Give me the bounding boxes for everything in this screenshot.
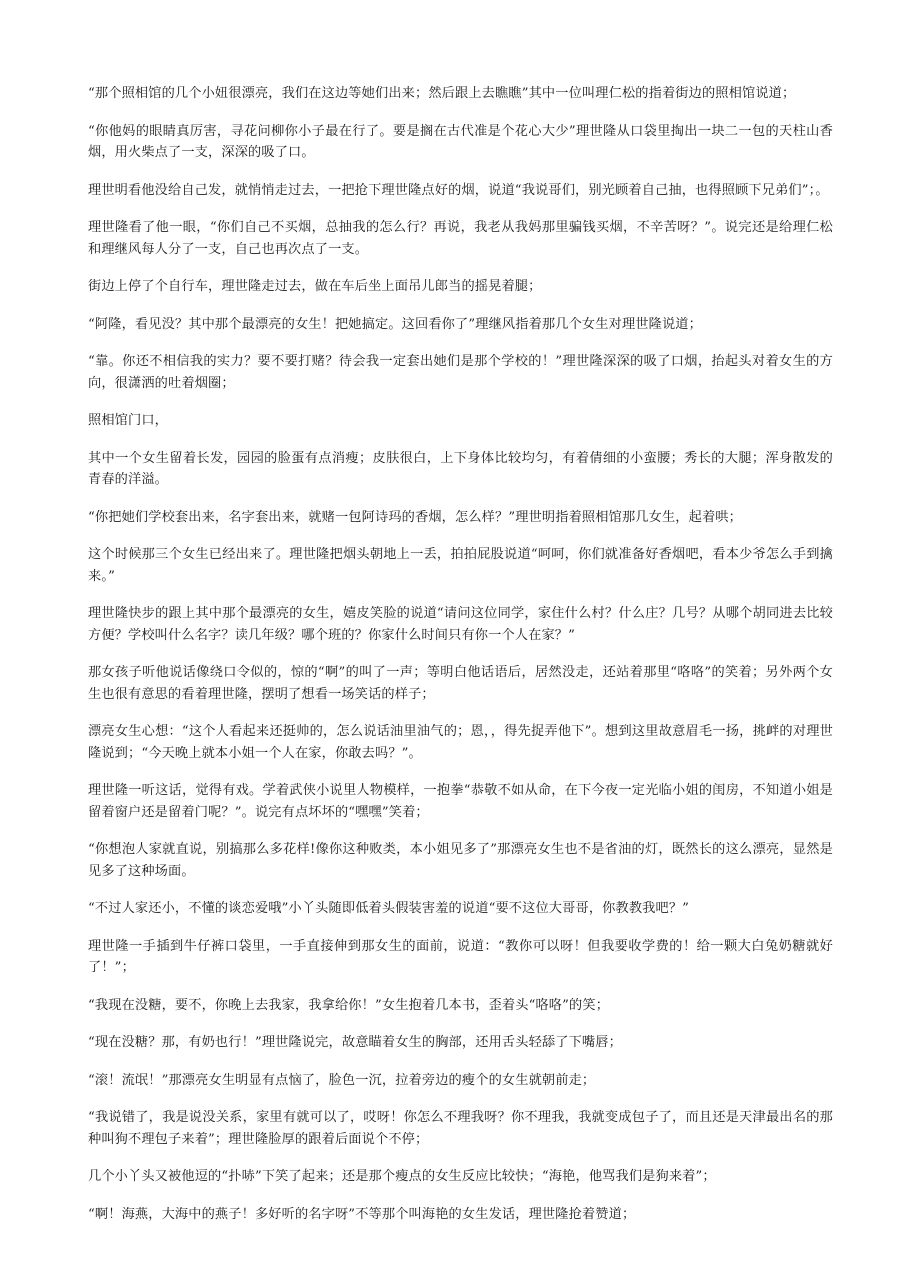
paragraph: 照相馆门口， [88, 413, 169, 428]
document-body [88, 83, 833, 1241]
paragraph: 漂亮女生心想：“这个人看起来还挺帅的，怎么说话油里油气的；恩，，得先捉弄他下”。想到这里故意眉毛一扬，挑衅的对理世隆说到；“今天晚上就本小姐一个人在家，你敢去吗？”。 [88, 724, 833, 761]
paragraph: “不过人家还小，不懂的谈恋爱哦”小丫头随即低着头假装害羞的说道“要不这位大哥哥，你教教我吧？” [88, 901, 690, 916]
paragraph: “啊！海燕，大海中的燕子！多好听的名字呀”不等那个叫海艳的女生发话，理世隆抢着赞道； [88, 1206, 636, 1222]
paragraph: 理世隆快步的跟上其中那个最漂亮的女生，嬉皮笑脸的说道“请问这位同学，家住什么村？什么庄？几号？从哪个胡同进去比较方便？学校叫什么名字？读几年级？哪个班的？你家什么时间只有你一个人在家？” [88, 606, 833, 643]
paragraph: 理世明看他没给自己发，就悄悄走过去，一把抢下理世隆点好的烟，说道“我说哥们，别光顾着自己抽，也得照顾下兄弟们”；。 [88, 182, 829, 198]
paragraph: “那个照相馆的几个小妞很漂亮，我们在这边等她们出来；然后跟上去瞧瞧”其中一位叫理仁松的指着街边的照相馆说道； [88, 86, 796, 101]
paragraph: 街边上停了个自行车，理世隆走过去，做在车后坐上面吊儿郎当的摇晃着腿； [88, 279, 542, 294]
paragraph: “你想泡人家就直说，别搞那么多花样!像你这种败类，本小姐见多了”那漂亮女生也不是省油的灯，既然长的这么漂亮，显然是见多了这种场面。 [88, 842, 833, 879]
paragraph: 理世隆一听这话，觉得有戏。学着武侠小说里人物模样，一抱拳“恭敬不如从命，在下今夜一定光临小姐的闺房，不知道小姐是留着窗户还是留着门呢？”。说完有点坏坏的“嘿嘿”笑着； [88, 783, 833, 820]
paragraph: “滚！流氓！”那漂亮女生明显有点恼了，脸色一沉，拉着旁边的瘦个的女生就朝前走； [88, 1072, 596, 1088]
paragraph: “你把她们学校套出来，名字套出来，就赌一包阿诗玛的香烟，怎么样？”理世明指着照相馆那几女生，起着哄； [88, 509, 742, 525]
paragraph: “我现在没糖，要不，你晚上去我家，我拿给你！”女生抱着几本书，歪着头“咯咯”的笑； [88, 997, 610, 1013]
paragraph: 几个小丫头又被他逗的“扑哧”下笑了起来；还是那个瘦点的女生反应比较快；“海艳，他骂我们是狗来着”； [88, 1169, 716, 1184]
paragraph: “靠。你还不相信我的实力？要不要打赌？待会我一定套出她们是那个学校的！”理世隆深深的吸了口烟，抬起头对着女生的方向，很潇洒的吐着烟圈； [88, 354, 833, 391]
paragraph: 其中一个女生留着长发，园园的脸蛋有点消瘦；皮肤很白，上下身体比较均匀，有着倩细的小蛮腰；秀长的大腿；浑身散发的青春的洋溢。 [88, 450, 833, 487]
paragraph: “现在没糖？那，有奶也行！”理世隆说完，故意瞄着女生的胸部，还用舌头轻舔了下嘴唇； [88, 1035, 622, 1050]
paragraph: 那女孩子听他说话像绕口令似的，惊的“啊”的叫了一声；等明白他话语后，居然没走，还站着那里“咯咯”的笑着；另外两个女生也很有意思的看着理世隆，摆明了想看一场笑话的样子； [88, 665, 833, 702]
paragraph: “我说错了，我是说没关系，家里有就可以了，哎呀！你怎么不理我呀？你不理我，我就变成包子了，而且还是天津最出名的那种叫狗不理包子来着”；理世隆脸厚的跟着后面说个不停； [88, 1110, 833, 1147]
paragraph: 理世隆看了他一眼，“你们自己不买烟，总抽我的怎么行？再说，我老从我妈那里骗钱买烟，不辛苦呀？”。说完还是给理仁松和理继风每人分了一支，自己也再次点了一支。 [88, 220, 833, 257]
paragraph: 理世隆一手插到牛仔裤口袋里，一手直接伸到那女生的面前，说道：“教你可以呀！但我要收学费的！给一颗大白兔奶糖就好了！”； [88, 938, 833, 975]
paragraph: “你他妈的眼睛真厉害，寻花问柳你小子最在行了。要是搁在古代准是个花心大少”理世隆从口袋里掏出一块二一包的天柱山香烟，用火柴点了一支，深深的吸了口。 [88, 123, 833, 160]
paragraph: 这个时候那三个女生已经出来了。理世隆把烟头朝地上一丢，拍拍屁股说道“呵呵，你们就准备好香烟吧，看本少爷怎么手到擒来。” [88, 547, 833, 584]
paragraph: “阿隆，看见没？其中那个最漂亮的女生！把她搞定。这回看你了”理继风指着那几个女生对理世隆说道； [88, 316, 702, 332]
